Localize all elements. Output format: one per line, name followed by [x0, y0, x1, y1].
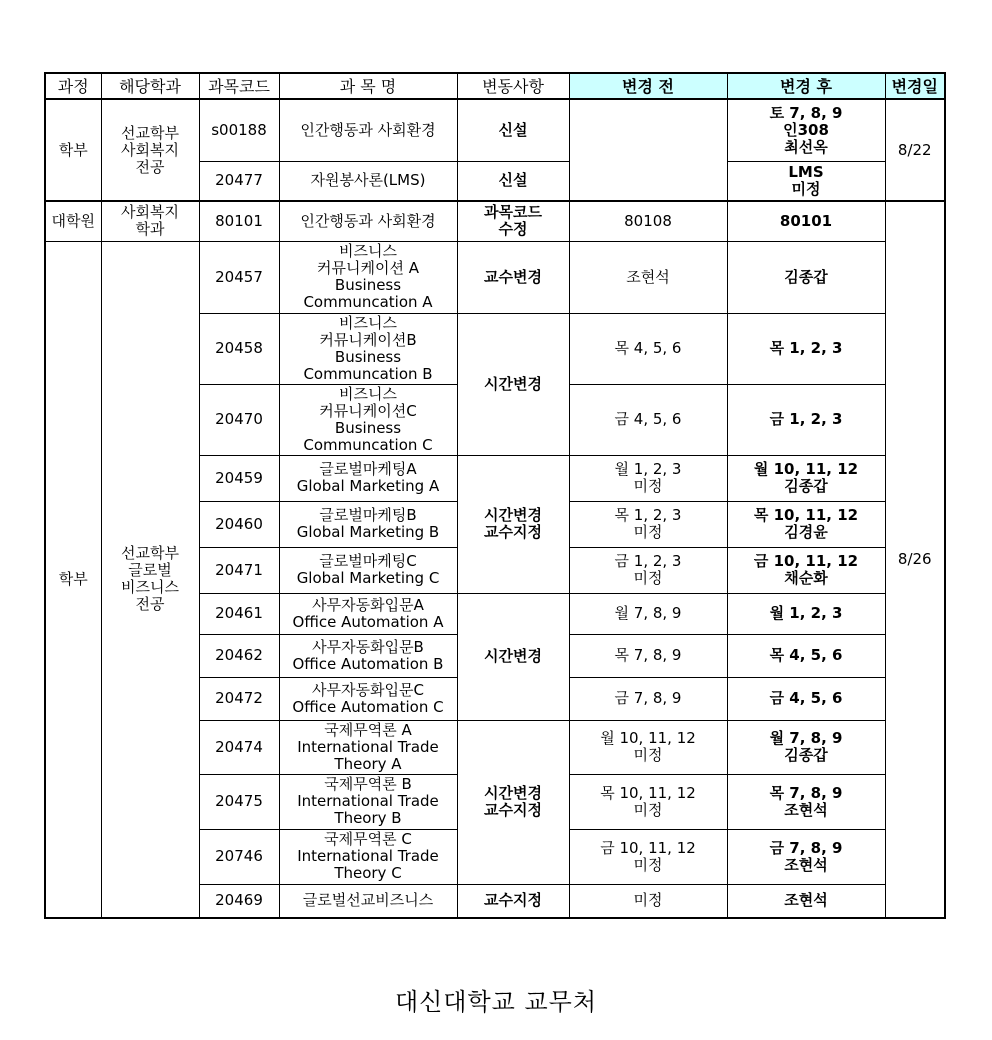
footer-office-name: 대신대학교 교무처 [394, 988, 598, 1016]
name-cell: 글로벌마케팅C Global Marketing C [279, 547, 457, 593]
after-cell: 금 4, 5, 6 [727, 677, 885, 720]
name-cell: 글로벌선교비즈니스 [279, 884, 457, 918]
change-cell: 과목코드 수정 [457, 201, 569, 241]
header-dept: 해당학과 [101, 73, 199, 99]
header-date: 변경일 [885, 73, 945, 99]
before-cell: 월 1, 2, 3 미정 [569, 455, 727, 501]
name-cell: 국제무역론 C International Trade Theory C [279, 829, 457, 884]
date-cell: 8/22 [885, 99, 945, 201]
change-cell: 교수변경 [457, 241, 569, 313]
after-cell: 목 1, 2, 3 [727, 313, 885, 384]
before-cell: 미정 [569, 884, 727, 918]
code-cell: 20461 [199, 593, 279, 634]
code-cell: 20460 [199, 501, 279, 547]
before-cell: 목 1, 2, 3 미정 [569, 501, 727, 547]
before-cell: 금 4, 5, 6 [569, 384, 727, 455]
after-cell: 목 4, 5, 6 [727, 634, 885, 677]
code-cell: 20474 [199, 720, 279, 774]
before-cell: 80108 [569, 201, 727, 241]
after-cell: 목 10, 11, 12 김경윤 [727, 501, 885, 547]
name-cell: 국제무역론 A International Trade Theory A [279, 720, 457, 774]
change-cell: 신설 [457, 99, 569, 161]
schedule-change-table [44, 72, 946, 919]
code-cell: 20475 [199, 774, 279, 829]
name-cell: 사무자동화입문A Office Automation A [279, 593, 457, 634]
header-before: 변경 전 [569, 73, 727, 99]
change-cell: 시간변경 교수지정 [457, 455, 569, 593]
name-cell: 인간행동과 사회환경 [279, 99, 457, 161]
code-cell: 80101 [199, 201, 279, 241]
change-cell: 시간변경 [457, 593, 569, 720]
name-cell: 인간행동과 사회환경 [279, 201, 457, 241]
after-cell: 토 7, 8, 9 인308 최선옥 [727, 99, 885, 161]
header-row [45, 73, 945, 99]
before-cell: 조현석 [569, 241, 727, 313]
name-cell: 국제무역론 B International Trade Theory B [279, 774, 457, 829]
after-cell: 금 7, 8, 9 조현석 [727, 829, 885, 884]
change-cell: 신설 [457, 161, 569, 201]
after-cell: 월 1, 2, 3 [727, 593, 885, 634]
name-cell: 자원봉사론(LMS) [279, 161, 457, 201]
header-name: 과 목 명 [279, 73, 457, 99]
code-cell: s00188 [199, 99, 279, 161]
header-change: 변동사항 [457, 73, 569, 99]
code-cell: 20457 [199, 241, 279, 313]
code-cell: 20477 [199, 161, 279, 201]
header-after: 변경 후 [727, 73, 885, 99]
after-cell: 조현석 [727, 884, 885, 918]
dept-cell: 선교학부 사회복지 전공 [101, 99, 199, 201]
code-cell: 20458 [199, 313, 279, 384]
before-cell: 금 10, 11, 12 미정 [569, 829, 727, 884]
course-cell: 학부 [45, 99, 101, 201]
header-code: 과목코드 [199, 73, 279, 99]
before-cell: 목 4, 5, 6 [569, 313, 727, 384]
before-cell [569, 99, 727, 201]
after-cell: 목 7, 8, 9 조현석 [727, 774, 885, 829]
name-cell: 비즈니스 커뮤니케이션C Business Communcation C [279, 384, 457, 455]
before-cell: 월 7, 8, 9 [569, 593, 727, 634]
change-cell: 시간변경 교수지정 [457, 720, 569, 884]
name-cell: 비즈니스 커뮤니케이션B Business Communcation B [279, 313, 457, 384]
after-cell: 금 1, 2, 3 [727, 384, 885, 455]
name-cell: 글로벌마케팅A Global Marketing A [279, 455, 457, 501]
course-cell: 학부 [45, 241, 101, 918]
name-cell: 사무자동화입문B Office Automation B [279, 634, 457, 677]
table-row [45, 201, 945, 241]
after-cell: 월 10, 11, 12 김종갑 [727, 455, 885, 501]
before-cell: 금 1, 2, 3 미정 [569, 547, 727, 593]
after-cell: 월 7, 8, 9 김종갑 [727, 720, 885, 774]
after-cell: 금 10, 11, 12 채순화 [727, 547, 885, 593]
code-cell: 20746 [199, 829, 279, 884]
before-cell: 월 10, 11, 12 미정 [569, 720, 727, 774]
code-cell: 20472 [199, 677, 279, 720]
before-cell: 목 7, 8, 9 [569, 634, 727, 677]
code-cell: 20459 [199, 455, 279, 501]
header-course: 과정 [45, 73, 101, 99]
course-cell: 대학원 [45, 201, 101, 241]
name-cell: 글로벌마케팅B Global Marketing B [279, 501, 457, 547]
code-cell: 20471 [199, 547, 279, 593]
code-cell: 20462 [199, 634, 279, 677]
dept-cell: 선교학부 글로벌 비즈니스 전공 [101, 241, 199, 918]
code-cell: 20470 [199, 384, 279, 455]
name-cell: 비즈니스 커뮤니케이션 A Business Communcation A [279, 241, 457, 313]
change-cell: 시간변경 [457, 313, 569, 455]
name-cell: 사무자동화입문C Office Automation C [279, 677, 457, 720]
after-cell: 80101 [727, 201, 885, 241]
code-cell: 20469 [199, 884, 279, 918]
after-cell: LMS 미정 [727, 161, 885, 201]
before-cell: 금 7, 8, 9 [569, 677, 727, 720]
table-row [45, 99, 945, 161]
table-row [45, 241, 945, 313]
dept-cell: 사회복지 학과 [101, 201, 199, 241]
change-cell: 교수지정 [457, 884, 569, 918]
after-cell: 김종갑 [727, 241, 885, 313]
date-cell: 8/26 [885, 201, 945, 918]
before-cell: 목 10, 11, 12 미정 [569, 774, 727, 829]
